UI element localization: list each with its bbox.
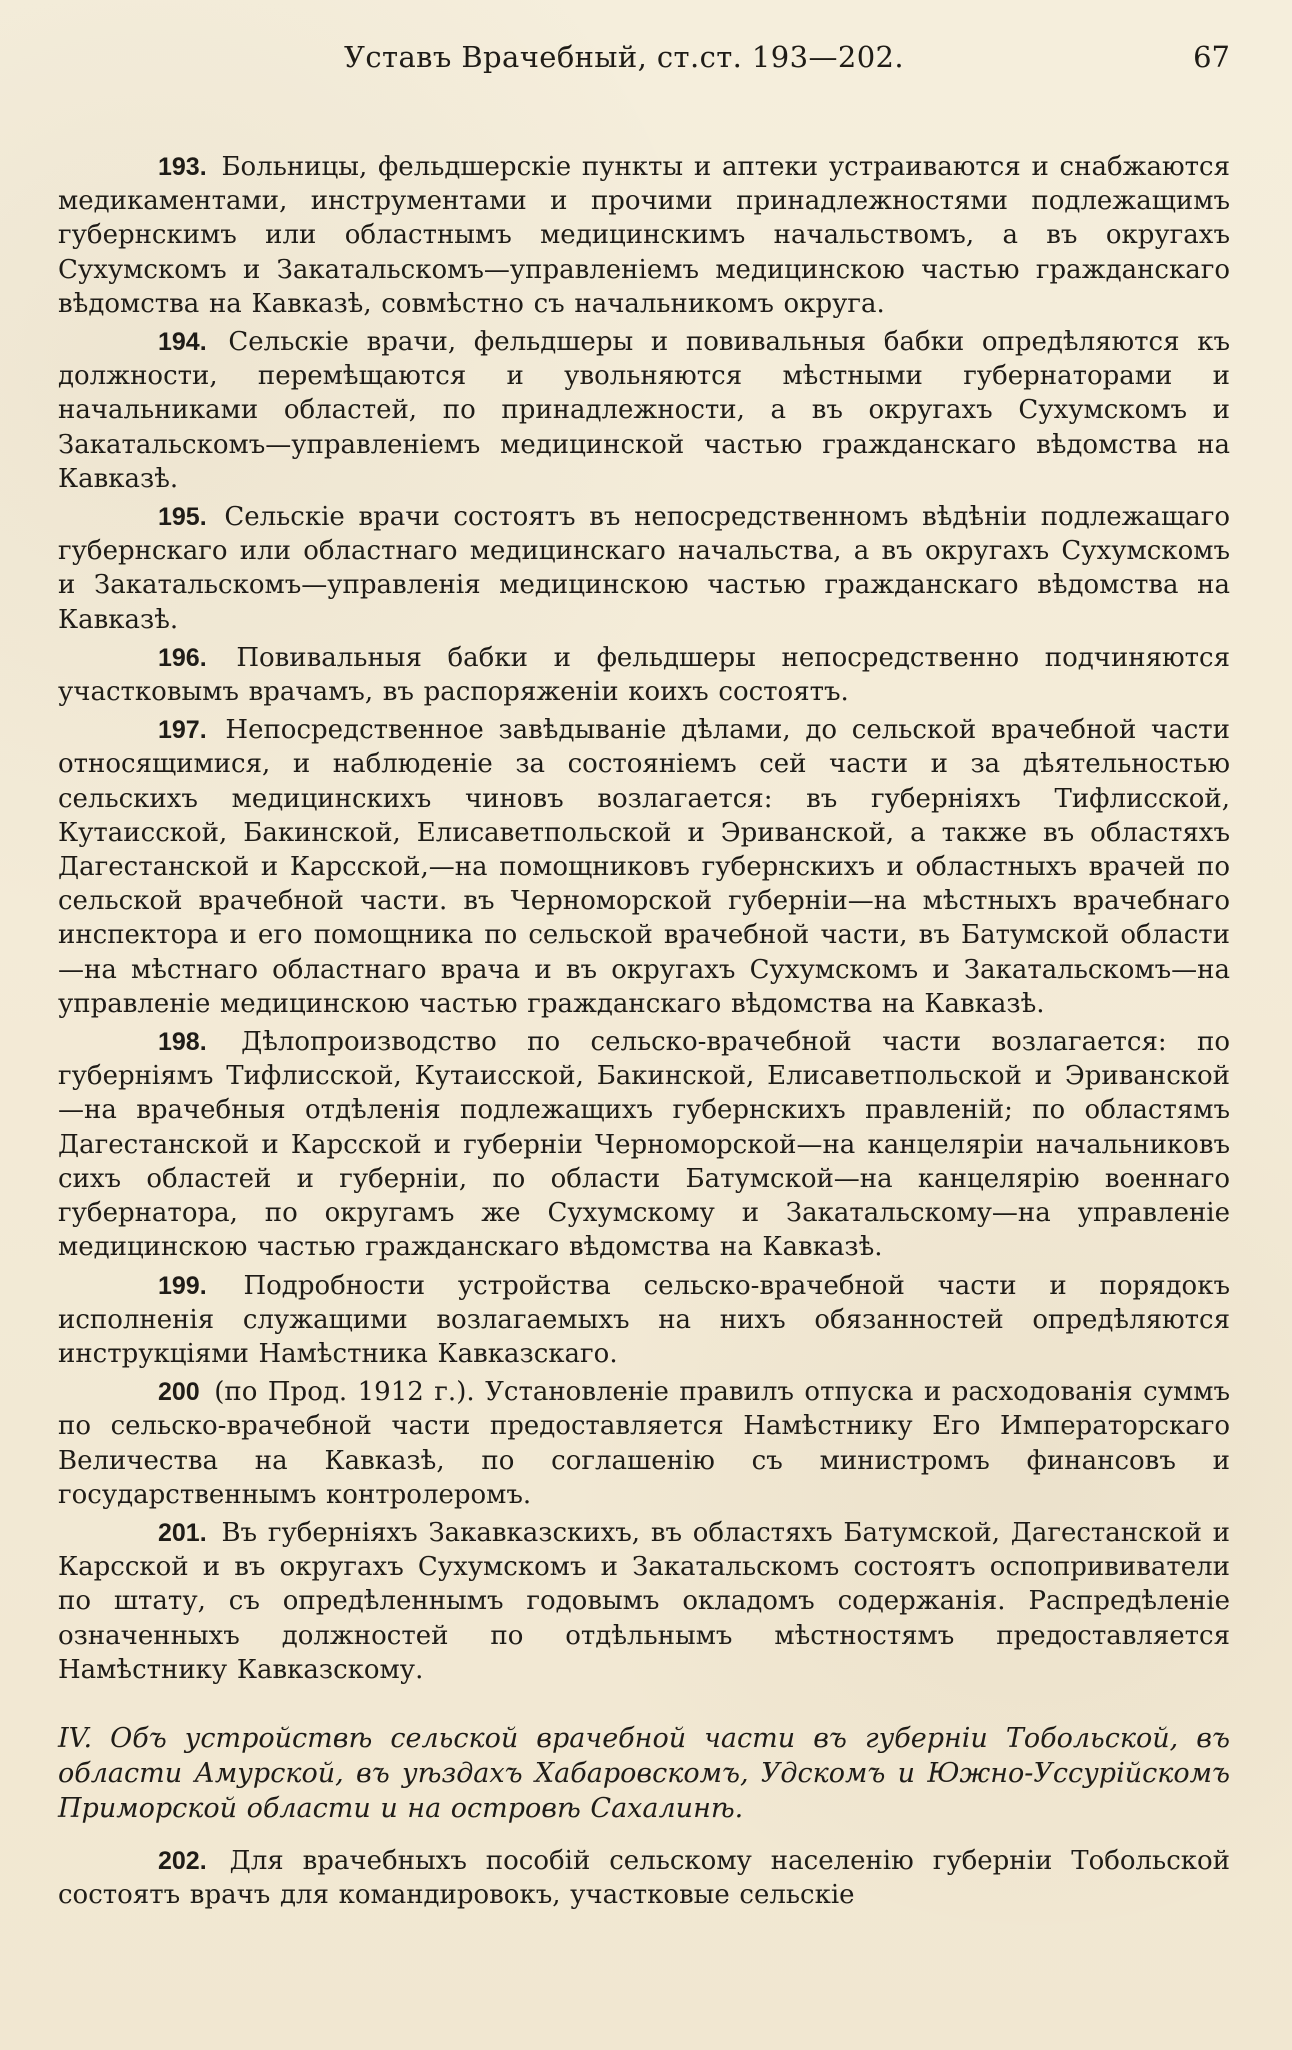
article-194 [58,325,1230,496]
article-text: Повивальныя бабки и фельдшеры непосредственно подчиняются участковымъ врачамъ, въ распоряженіи коихъ состоятъ. [58,642,1231,708]
article-number: 197. [158,716,207,745]
article-202 [58,1844,1230,1912]
article-number: 202. [158,1846,207,1875]
article-200 [58,1375,1230,1512]
article-text: Дѣлопроизводство по сельско-врачебной части возлагается: по губерніямъ Тифлисской, Кутаисской, Бакинской, Елисаветпольской и Эриванской—на врачебныя отдѣленія подлежащихъ губернскихъ правленій; по областямъ Дагестанской и Карсской и губерніи Черноморской—на канцеляріи начальниковъ сихъ областей и губерніи, по области Батумской—на канцелярію военнаго губернатора, по округамъ же Сухумскому и Закатальскому—на управленіе медицинскою частью гражданскаго вѣдомства на Кавказѣ. [58,1027,1230,1263]
section-heading: IV. Объ устройствѣ сельской врачебной части въ губерніи Тобольской, въ области Амурской, въ уѣздахъ Хабаровскомъ, Удскомъ и Южно-Уссурійскомъ Приморской области и на островѣ Сахалинѣ. [58,1722,1230,1824]
article-number: 195. [158,503,207,532]
running-head: Уставъ Врачебный, ст.ст. 193—202. [344,40,905,74]
article-197 [58,713,1230,1021]
article-195 [58,500,1230,637]
article-text: (по Прод. 1912 г.). Установленіе правилъ отпуска и расходованія суммъ по сельско-врачебной части предоставляется Намѣстнику Его Императорскаго Величества на Кавказѣ, по соглашенію съ министромъ финансовъ и государственнымъ контролеромъ. [58,1377,1230,1510]
article-text: Въ губерніяхъ Закавказскихъ, въ областяхъ Батумской, Дагестанской и Карсской и въ округахъ Сухумскомъ и Закатальскомъ состоятъ оспопрививатели по штату, съ опредѣленнымъ годовымъ окладомъ содержанія. Распредѣленіе означенныхъ должностей по отдѣльнымъ мѣстностямъ предоставляется Намѣстнику Кавказскому. [58,1517,1231,1685]
article-text: Сельскіе врачи, фельдшеры и повивальныя бабки опредѣляются къ должности, перемѣщаются и увольняются мѣстными губернаторами и начальниками областей, по принадлежности, а въ округахъ Сухумскомъ и Закатальскомъ—управленіемъ медицинской частью гражданскаго вѣдомства на Кавказѣ. [58,327,1230,494]
article-number: 194. [158,328,207,357]
article-199 [58,1269,1230,1372]
page-header [58,40,1230,102]
article-number: 196. [158,643,207,672]
article-number: 200 [158,1378,200,1407]
article-193 [58,150,1230,321]
article-196 [58,641,1230,709]
article-number: 199. [158,1271,207,1300]
article-number: 193. [158,153,207,181]
article-text: Непосредственное завѣдываніе дѣлами, до сельской врачебной части относящимися, и наблюденіе за состояніемъ сей части и за дѣятельностью сельскихъ медицинскихъ чиновъ возлагается: въ губерніяхъ Тифлисской, Кутаисской, Бакинской, Елисаветпольской и Эриванской, а также въ областяхъ Дагестанской и Карсской,—на помощниковъ губернскихъ и областныхъ врачей по сельской врачебной части. въ Черноморской губерніи—на мѣстныхъ врачебнаго инспектора и его помощника по сельской врачебной части, въ Батумской области—на мѣстнаго областнаго врача и въ округахъ Сухумскомъ и Закатальскомъ—на управленіе медицинскою частью гражданскаго вѣдомства на Кавказѣ. [58,715,1230,1019]
article-text: Для врачебныхъ пособій сельскому населенію губерніи Тобольской состоятъ врачъ для командировокъ, участковые сельскіе [58,1845,1230,1911]
article-text: Сельскіе врачи состоятъ въ непосредственномъ вѣдѣніи подлежащаго губернскаго или областнаго медицинскаго начальства, а въ округахъ Сухумскомъ и Закатальскомъ—управленія медицинскою частью гражданскаго вѣдомства на Кавказѣ. [58,502,1230,635]
article-number: 198. [158,1028,207,1057]
article-text: Подробности устройства сельско-врачебной части и порядокъ исполненія служащими возлагаемыхъ на нихъ обязанностей опредѣляются инструкціями Намѣстника Кавказскаго. [58,1270,1230,1369]
article-198 [58,1025,1230,1264]
page-content [58,150,1230,1912]
article-number: 201. [158,1518,207,1547]
article-text: Больницы, фельдшерскіе пункты и аптеки устраиваются и снабжаются медикаментами, инструментами и прочими принадлежностями подлежащимъ губернскимъ или областнымъ медицинскимъ начальствомъ, а въ округахъ Сухумскомъ и Закатальскомъ—управленіемъ медицинскою частью гражданскаго вѣдомства на Кавказѣ, совмѣстно съ начальникомъ округа. [58,152,1231,319]
article-201 [58,1516,1230,1687]
page-number: 67 [1193,40,1230,74]
